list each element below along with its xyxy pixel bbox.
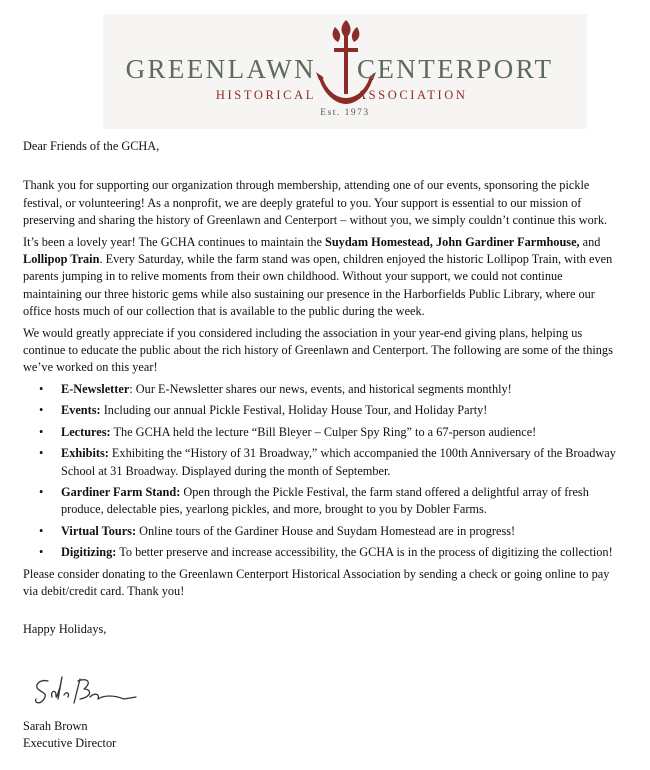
accomplishments-list [23,381,623,562]
salutation: Dear Friends of the GCHA, [23,139,160,153]
list-item [61,523,623,540]
bullet-text: Open through the Pickle Festival, the farm stand offered a delightful array of fresh produce, delectable pies, yearlong pickles, and more, brought to you by Dobler Farms. [61,484,589,517]
bullet-text: : Our E-Newsletter shares our news, events, and historical segments monthly! [129,381,512,396]
list-item [61,402,623,419]
list-item [61,484,623,519]
bullet-label: Events: [61,403,101,418]
bullet-label: E-Newsletter [61,381,130,396]
letter-body [23,129,623,643]
list-item [61,445,623,480]
closing: Happy Holidays, [23,622,107,637]
list-item [61,381,623,398]
sites-bold: Suydam Homestead, John Gardiner Farmhouse, [325,234,580,249]
letterhead-right [357,54,553,104]
p2-text-c: and [579,234,601,249]
paragraph-year-review [23,234,623,321]
name-centerport: CENTERPORT [357,54,554,84]
bullet-text: Including our annual Pickle Festival, Holiday House Tour, and Holiday Party! [100,403,488,418]
bullet-label: Gardiner Farm Stand: [61,484,181,499]
subtitle-historical: HISTORICAL [215,88,316,102]
bullet-label: Exhibits: [61,446,109,461]
bullet-text: To better preserve and increase accessibility, the GCHA is in the process of digitizing the collection! [116,545,613,560]
signature-block [23,718,116,753]
signature-image [30,673,140,711]
bullet-label: Digitizing: [61,545,117,560]
letterhead [103,14,587,129]
list-item [61,424,623,441]
lollipop-train-bold: Lollipop Train [23,252,100,267]
bullet-text: Exhibiting the “History of 31 Broadway,” which accompanied the 100th Anniversary of the Broadway School at 31 Broadway. Displayed during the month of September. [61,446,616,478]
subtitle-association: ASSOCIATION [357,88,468,102]
p2-text-a: It’s been a lovely year! The GCHA continues to maintain the [23,234,325,249]
letterhead-left [126,54,316,104]
signer-title: Executive Director [23,736,117,751]
paragraph-thanks: Thank you for supporting our organization through membership, attending one of our events, sponsoring the pickle festival, or volunteering! As a nonprofit, we are deeply grateful to you. Your support is essential to our mission of preserving and sharing the history of Greenlawn and Centerport – without you, we simply couldn’t continue this work. [23,178,608,228]
paragraph-donate: Please consider donating to the Greenlawn Centerport Historical Association by sending a check or going online to pay via debit/credit card. Thank you! [23,566,610,598]
name-greenlawn: GREENLAWN [125,54,316,84]
bullet-label: Virtual Tours: [61,523,137,538]
list-item [61,544,623,561]
bullet-text: Online tours of the Gardiner House and Suydam Homestead are in progress! [136,523,516,538]
bullet-label: Lectures: [61,424,111,439]
signer-name: Sarah Brown [23,719,88,733]
established-year: Est. 1973 [320,108,370,118]
bullet-text: The GCHA held the lecture “Bill Bleyer – Culper Spy Ring” to a 67-person audience! [110,424,537,439]
paragraph-appeal: We would greatly appreciate if you considered including the association in your year-end giving plans, helping us continue to educate the public about the rich history of Greenlawn and Centerport. The following are some of the things we’ve worked on this year! [23,325,613,375]
p2-text-e: . Every Saturday, while the farm stand was open, children enjoyed the historic Lollipop Train, with even parents jumping in to relive moments from their own childhood. Without your support, we could not continue maintaining our three historic gems while also sustaining our presence in the Harborfields Public Library, where our office hosts much of our collection that is available to the public during the week. [23,252,613,319]
